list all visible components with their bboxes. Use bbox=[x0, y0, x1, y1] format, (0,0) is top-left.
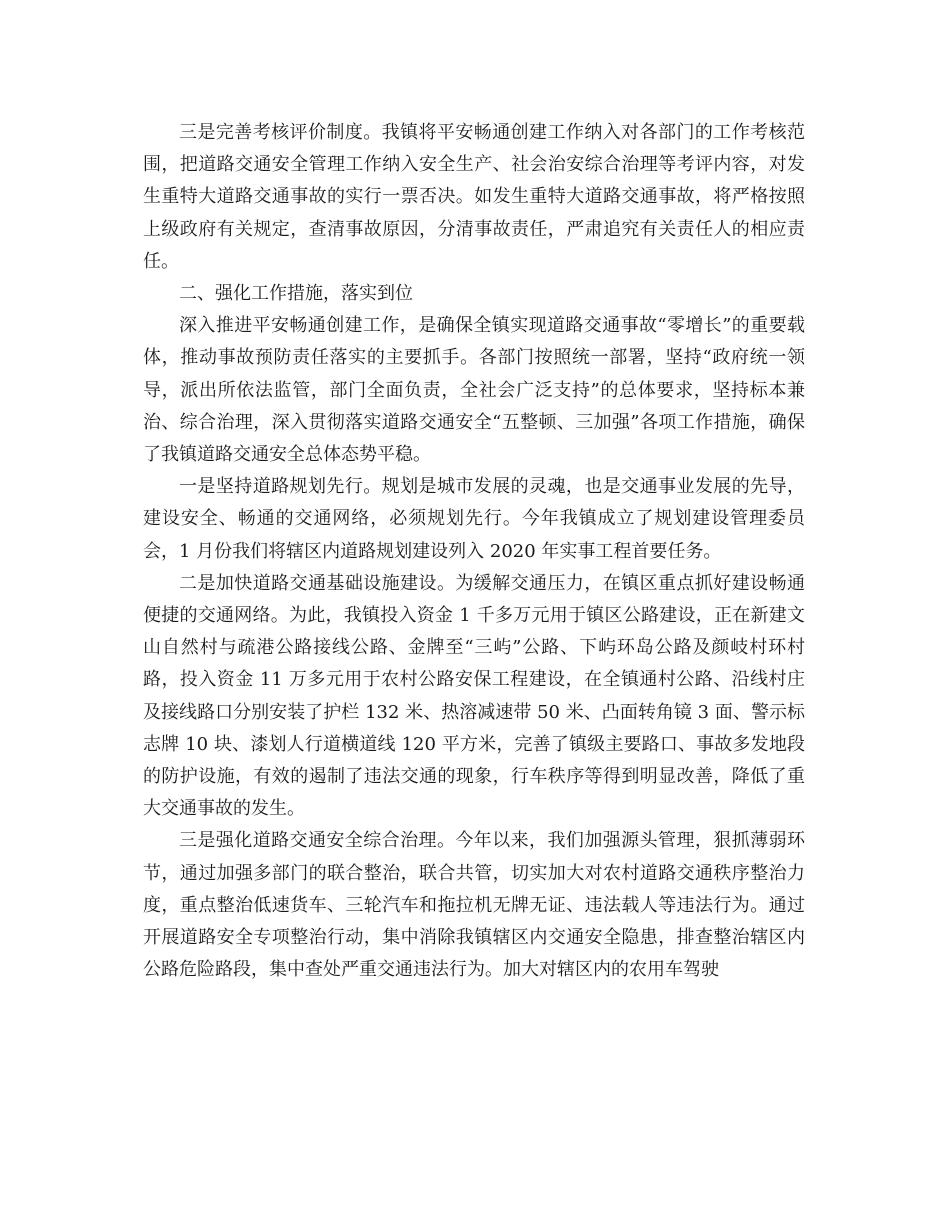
paragraph-assessment-system: 三是完善考核评价制度。我镇将平安畅通创建工作纳入对各部门的工作考核范围，把道路交通安全管理工作纳入安全生产、社会治安综合治理等考评内容，对发生重特大道路交通事故的实行一票否决。如发生重特大道路交通事故，将严格按照上级政府有关规定，查清事故原因，分清事故责任，严肃追究有关责任人的相应责任。 bbox=[143, 122, 805, 272]
document-body bbox=[143, 117, 805, 986]
paragraph-comprehensive-governance: 三是强化道路交通安全综合治理。今年以来，我们加强源头管理，狠抓薄弱环节，通过加强多部门的联合整治，联合共管，切实加大对农村道路交通秩序整治力度，重点整治低速货车、三轮汽车和拖拉机无牌无证、违法载人等违法行为。通过开展道路安全专项整治行动，集中消除我镇辖区内交通安全隐患，排查整治辖区内公路危险路段，集中查处严重交通违法行为。加大对辖区内的农用车驾驶 bbox=[143, 830, 805, 981]
section-heading-work-measures: 二、强化工作措施，落实到位 bbox=[179, 283, 413, 305]
paragraph-safe-traffic-creation: 深入推进平安畅通创建工作，是确保全镇实现道路交通事故“零增长”的重要载体，推动事故预防责任落实的主要抓手。各部门按照统一部署，坚持“政府统一领导，派出所依法监管，部门全面负责，全社会广泛支持”的总体要求，坚持标本兼治、综合治理，深入贯彻落实道路交通安全“五整顿、三加强”各项工作措施，确保了我镇道路交通安全总体态势平稳。 bbox=[143, 315, 805, 466]
paragraph-infrastructure: 二是加快道路交通基础设施建设。为缓解交通压力，在镇区重点抓好建设畅通便捷的交通网络。为此，我镇投入资金 1 千多万元用于镇区公路建设，正在新建文山自然村与疏港公路接线公路、金牌至“三屿”公路、下屿环岛公路及颜岐村环村路，投入资金 11 万多元用于农村公路安保工程建设，在全镇通村公路、沿线村庄及接线路口分别安装了护栏 132 米、热溶减速带 50 米、凸面转角镜 3 面、警示标志牌 10 块、漆划人行道横道线 120 平方米，完善了镇级主要路口、事故多发地段的防护设施，有效的遏制了违法交通的现象，行车秩序等得到明显改善，降低了重大交通事故的发生。 bbox=[143, 572, 805, 820]
paragraph-road-planning: 一是坚持道路规划先行。规划是城市发展的灵魂，也是交通事业发展的先导，建设安全、畅通的交通网络，必须规划先行。今年我镇成立了规划建设管理委员会，1 月份我们将辖区内道路规划建设列入 2020 年实事工程首要任务。 bbox=[143, 476, 805, 562]
